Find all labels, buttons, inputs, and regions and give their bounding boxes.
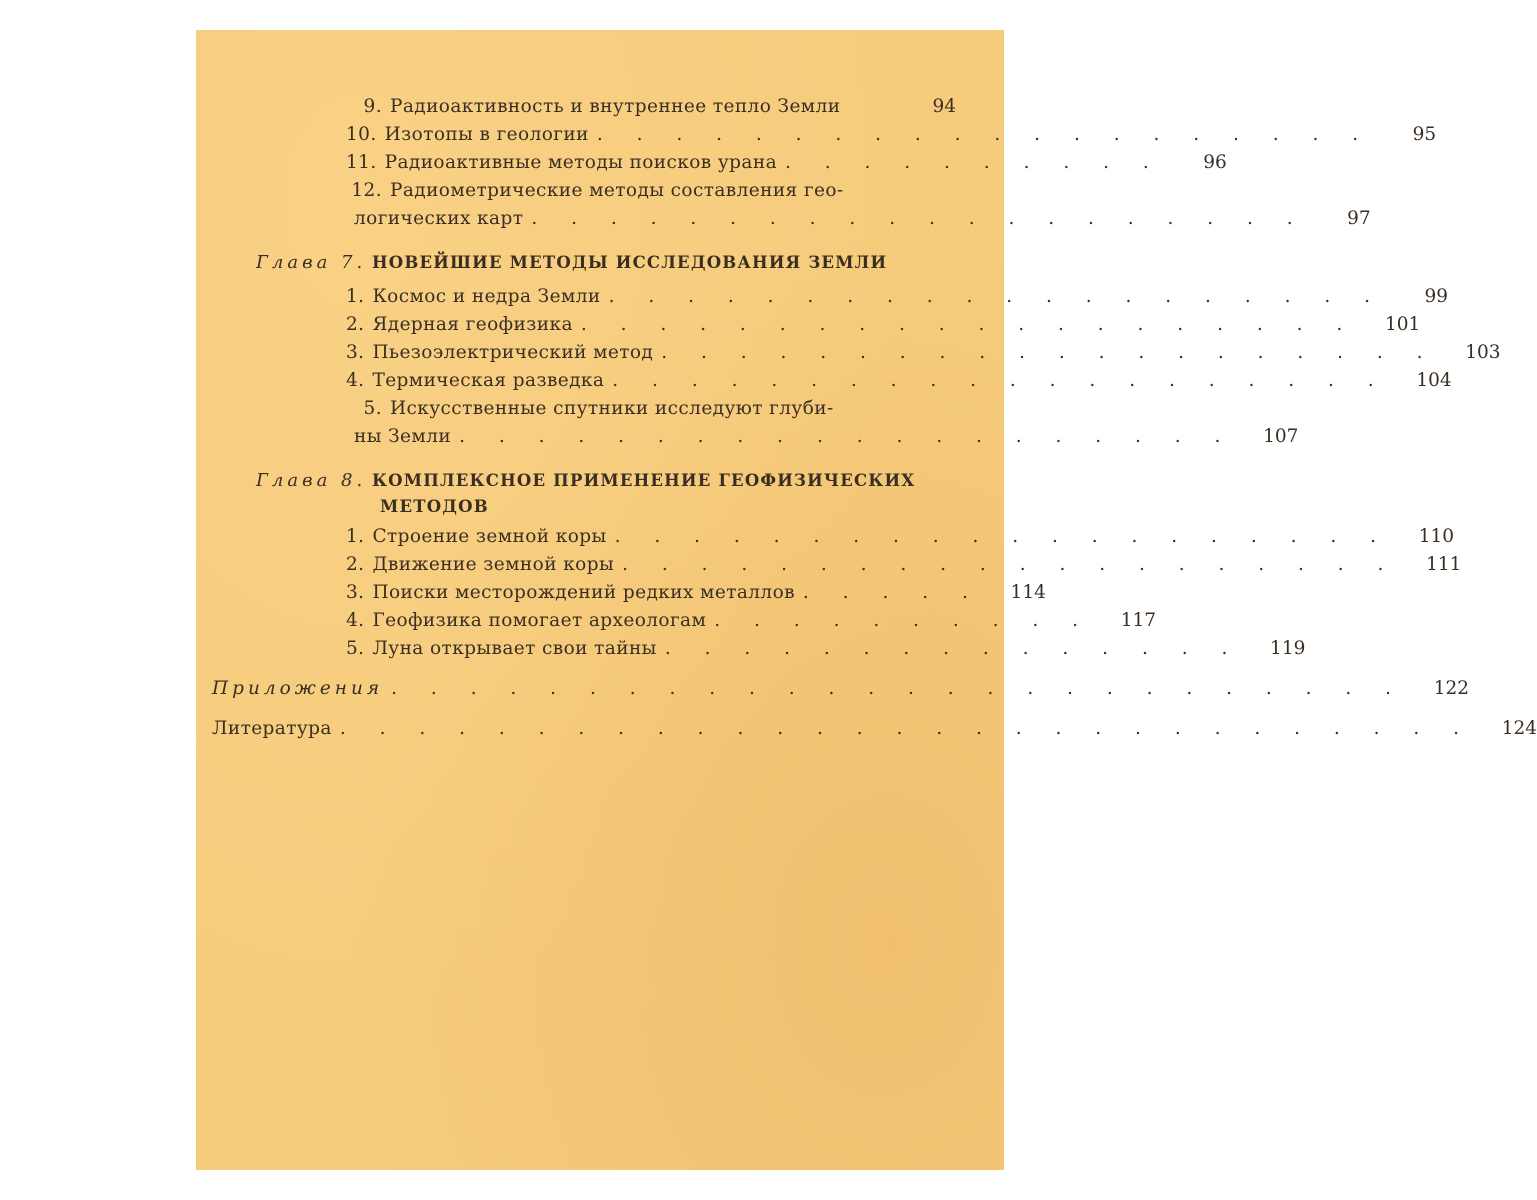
entry-number: 2. xyxy=(346,314,365,335)
entry-page: 107 xyxy=(1263,426,1299,447)
entry-page: 94 xyxy=(932,96,956,117)
entry-number: 10. xyxy=(346,124,377,145)
entry-page: 110 xyxy=(1418,526,1454,547)
entry-title: Поиски месторождений редких металлов xyxy=(372,582,795,603)
toc-entry xyxy=(346,526,1454,556)
toc-entry xyxy=(346,554,1462,584)
chapter-heading xyxy=(256,470,915,491)
chapter-title: НОВЕЙШИЕ МЕТОДЫ ИССЛЕДОВАНИЯ ЗЕМЛИ xyxy=(371,253,888,272)
entry-title: Литература xyxy=(212,718,332,739)
entry-title: Радиоактивные методы поисков урана xyxy=(384,152,777,173)
toc-entry xyxy=(346,124,1437,154)
toc-entry-line2 xyxy=(346,208,1371,238)
toc-entry xyxy=(346,370,1452,400)
toc-entry xyxy=(346,96,956,126)
toc-entry xyxy=(346,152,1227,182)
entry-page: 117 xyxy=(1120,610,1157,631)
entry-title: Искусственные спутники исследуют глуби- xyxy=(390,398,834,419)
entry-number: 5. xyxy=(346,638,365,659)
leader-dots: . . . . . . . . . . . . . . . . . . . . xyxy=(531,208,1307,229)
chapter-title-cont: МЕТОДОВ xyxy=(380,497,489,516)
leader-dots: . . . . . . . . . . . . . . . . . . . . xyxy=(661,342,1437,363)
entry-title: Радиометрические методы составления гео- xyxy=(390,180,844,201)
entry-page: 104 xyxy=(1416,370,1452,391)
leader-dots: . . . . . . . . . . . . . . . . . . . . xyxy=(622,554,1398,575)
entry-title: Ядерная геофизика xyxy=(372,314,573,335)
entry-page: 114 xyxy=(1010,582,1046,603)
entry-title: Луна открывает свои тайны xyxy=(372,638,657,659)
entry-title: Приложения xyxy=(212,678,384,699)
entry-page: 119 xyxy=(1270,638,1306,659)
entry-number: 1. xyxy=(346,286,365,307)
entry-number: 3. xyxy=(346,342,365,363)
leader-dots: . . . . . . . . . . . . . . . . . . . . xyxy=(459,426,1235,447)
toc-entry xyxy=(346,286,1448,316)
toc-entry-literature xyxy=(212,718,1537,748)
entry-number: 1. xyxy=(346,526,365,547)
entry-page: 95 xyxy=(1412,124,1437,145)
entry-title: Термическая разведка xyxy=(372,370,605,391)
entry-number: 3. xyxy=(346,582,365,603)
leader-dots: . . . . . . . . . . . . . . . xyxy=(664,638,1242,659)
entry-title: Строение земной коры xyxy=(372,526,607,547)
entry-number: 9. xyxy=(363,96,382,117)
entry-page: 99 xyxy=(1424,286,1448,307)
leader-dots: . . . . . . . . . . xyxy=(785,152,1163,173)
entry-page: 101 xyxy=(1384,314,1421,335)
entry-page: 122 xyxy=(1433,678,1470,699)
toc-entry-line2 xyxy=(346,426,1299,456)
leader-dots: . . . . . . . . . . . . . . . . . . . . xyxy=(580,314,1357,335)
entry-page: 103 xyxy=(1465,342,1501,363)
leader-dots: . . . . . . . . . . . . . . . . . . . . . . . . . . . . . xyxy=(339,718,1474,739)
entry-title: Геофизика помогает археологам xyxy=(372,610,707,631)
toc-entry xyxy=(346,582,1046,612)
toc-entry xyxy=(346,638,1306,668)
entry-title: Изотопы в геологии xyxy=(384,124,589,145)
leader-dots: . . . . . xyxy=(802,582,982,603)
leader-dots: . . . . . . . . . . xyxy=(714,610,1093,631)
entry-number: 11. xyxy=(346,152,377,173)
chapter-heading-cont xyxy=(380,496,489,517)
chapter-label: Глава 7. xyxy=(256,252,367,273)
book-page xyxy=(196,30,1537,1170)
entry-number: 12. xyxy=(351,180,382,201)
toc-entry-line1 xyxy=(346,398,956,428)
toc-entry-appendix xyxy=(212,678,1470,708)
toc-entry-line1 xyxy=(346,180,956,210)
leader-dots: . . . . . . . . . . . . . . . . . . . . xyxy=(596,124,1373,145)
entry-number: 4. xyxy=(346,610,365,631)
entry-title-cont: логических карт xyxy=(354,208,524,229)
chapter-heading xyxy=(256,252,887,273)
leader-dots: . . . . . . . . . . . . . . . . . . . . xyxy=(612,370,1388,391)
chapter-title: КОМПЛЕКСНОЕ ПРИМЕНЕНИЕ ГЕОФИЗИЧЕСКИХ xyxy=(371,471,916,490)
entry-title: Радиоактивность и внутреннее тепло Земли xyxy=(390,96,841,117)
entry-number: 4. xyxy=(346,370,365,391)
leader-dots: . . . . . . . . . . . . . . . . . . . . . . . . . . xyxy=(391,678,1406,699)
toc-entry xyxy=(346,342,1501,372)
leader-dots: . . . . . . . . . . . . . . . . . . . . xyxy=(608,286,1384,307)
entry-title: Пьезоэлектрический метод xyxy=(372,342,654,363)
entry-number: 2. xyxy=(346,554,365,575)
entry-page: 96 xyxy=(1203,152,1227,173)
leader-dots: . . . . . . . . . . . . . . . . . . . . xyxy=(614,526,1390,547)
toc-entry xyxy=(346,314,1421,344)
entry-page: 124 xyxy=(1501,718,1537,739)
entry-page: 111 xyxy=(1426,554,1462,575)
entry-title: Космос и недра Земли xyxy=(372,286,601,307)
entry-page: 97 xyxy=(1347,208,1371,229)
entry-title-cont: ны Земли xyxy=(354,426,452,447)
entry-title: Движение земной коры xyxy=(372,554,615,575)
entry-number: 5. xyxy=(363,398,382,419)
chapter-label: Глава 8. xyxy=(256,470,367,491)
toc-entry xyxy=(346,610,1157,640)
